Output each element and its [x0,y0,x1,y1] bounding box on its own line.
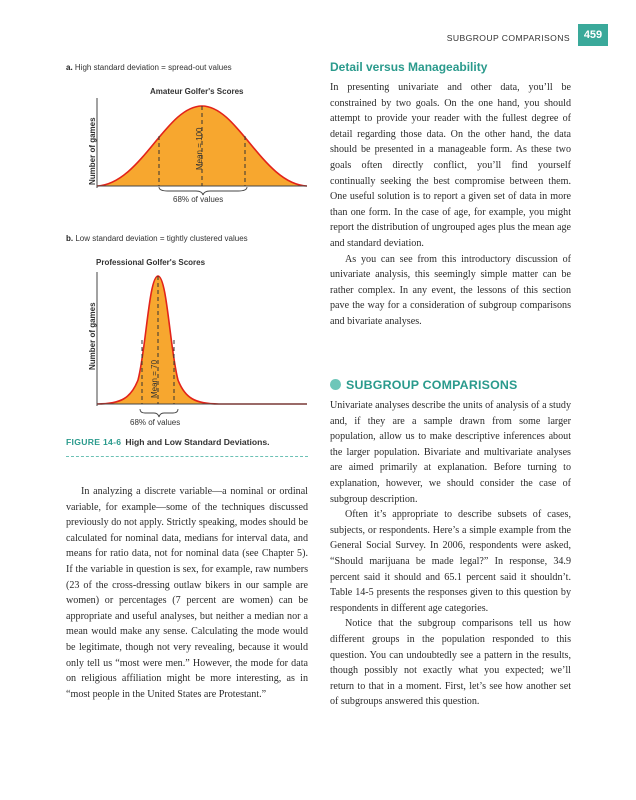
panel-a-percent-label: 68% of values [173,195,224,204]
panel-b-mean-label: Mean = 70 [150,359,159,398]
right-paragraph-2: As you can see from this introductory discussion of univariate analysis, this seemingly simple matter can be rather complex. In any event, the lessons of this section pave the way for a consideration of subgroup comparisons and bivariate analyses. [330,253,571,327]
main-heading [330,378,518,392]
panel-b-letter: b. [66,234,74,243]
section-heading: Detail versus Manageability [330,60,488,74]
figure-caption [66,437,270,447]
panel-a-label [66,63,232,72]
left-paragraph: In analyzing a discrete variable—a nominal or ordinal variable, for example—some of the techniques discussed previously do not apply. Strictly speaking, modes should be calculated for nominal data, medians for interval data, and means for ratio data, not for nominal data (see Chapter 5). If the variable in question is sex, for example, raw numbers (23 of the cross-dressing outlaw bikers in our sample are women) or percentages (7 percent are women) can be appropriate and useful analyses, but neither a median nor a mean would make any sense. Calculating the mode would be legitimate, though not very revealing, because it would only tell us “most were men.” However, the mode for data on religious affiliation might be more interesting, as in “most people in the United States are Protestant.” [66,486,308,700]
left-column [66,484,308,702]
right-paragraph-3: Univariate analyses describe the units of analysis of a study and, if they are a sample drawn from some larger population, allow us to make descriptive inferences about the larger population. Bivariate and multivariate analyses are aimed primarily at explanation. Before turning to explanation, however, we should consider the case of subgroup description. [330,400,571,505]
panel-a-y-label: Number of games [88,117,97,185]
right-paragraph-1: In presenting univariate and other data, you’ll be constrained by two goals. On the one hand, you should attempt to provide your reader with the fullest degree of detail regarding those data. On the other hand, the data should be presented in a manageable form. As these two goals often directly conflict, you’ll find yourself continually seeking the best compromise between them. One useful solution is to report a given set of data in more than one form. In the case of age, for example, you might report the distribution of ungrouped ages plus the mean age and standard deviation. [330,82,571,249]
main-heading-text: SUBGROUP COMPARISONS [346,378,518,392]
right-column-bottom [330,398,571,710]
page-number: 459 [578,24,608,46]
figure-number: FIGURE 14-6 [66,437,122,447]
panel-b-curve [97,276,307,404]
bullet-dot-icon [330,379,341,390]
panel-b-chart [96,270,308,410]
panel-b-y-label: Number of games [88,302,97,370]
panel-b-percent-label: 68% of values [130,418,181,427]
panel-a-mean-label: Mean = 100 [195,127,204,170]
right-column-top [330,80,571,330]
right-paragraph-5: Notice that the subgroup comparisons tell us how different groups in the population responded to this question. You can undoubtedly see a pattern in the results, though possibly not exactly what you expected; we’ll return to that in a moment. First, let’s see how another set of subgroups answered this question. [330,618,571,708]
panel-b-brace [139,408,179,418]
running-head: SUBGROUP COMPARISONS [446,33,570,43]
panel-a-title: Amateur Golfer's Scores [150,87,244,96]
right-paragraph-4: Often it’s appropriate to describe subsets of cases, subjects, or respondents. Here’s a simple example from the General Social Survey. In 2006, respondents were asked, “Should marijuana be made legal?” In response, 34.9 percent said it should and 65.1 percent said it shouldn’t. Table 14-5 presents the responses given to this question by respondents in different age categories. [330,509,571,614]
caption-divider [66,456,308,457]
panel-a-letter: a. [66,63,73,72]
panel-b-label [66,234,248,243]
figure-title: High and Low Standard Deviations. [125,437,270,447]
panel-b-text: Low standard deviation = tightly clustered values [75,234,248,243]
panel-a-text: High standard deviation = spread-out values [74,63,232,72]
panel-b-title: Professional Golfer's Scores [96,258,206,267]
